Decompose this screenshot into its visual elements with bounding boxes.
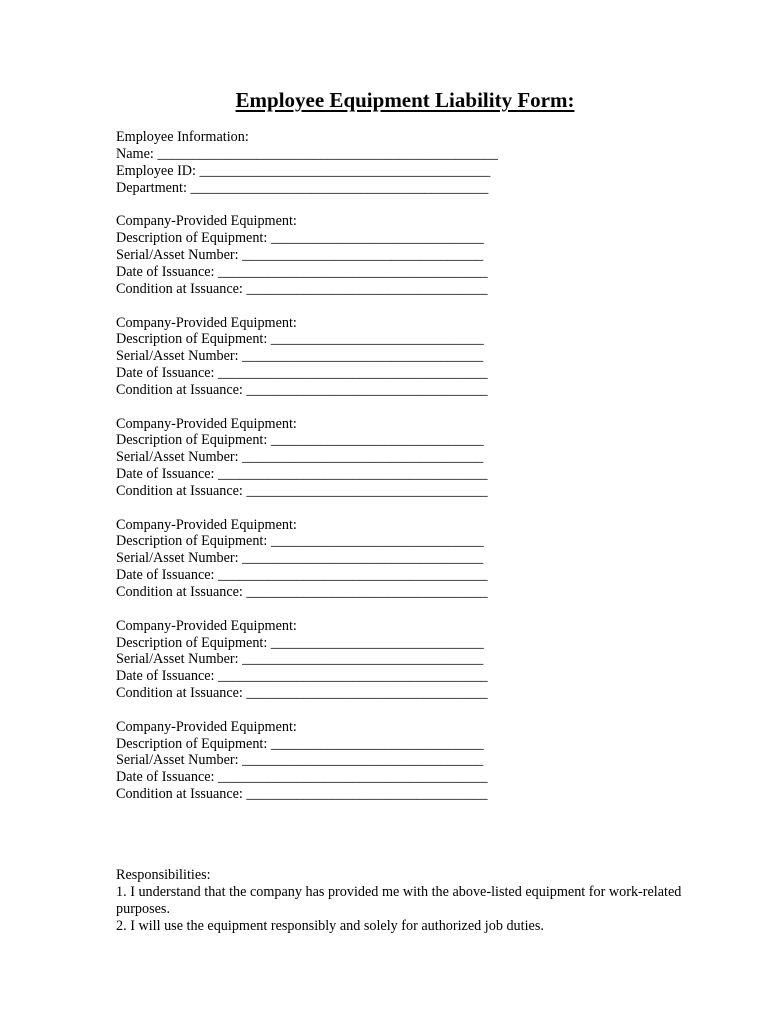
employee-information-heading: Employee Information: xyxy=(116,129,249,145)
date-of-issuance-field: Date of Issuance: ______________________________________ xyxy=(116,466,488,483)
condition-field: Condition at Issuance: __________________________________ xyxy=(116,382,488,399)
department-field: Department: __________________________________________ xyxy=(116,179,489,196)
equipment-block-3 xyxy=(116,416,696,500)
description-field: Description of Equipment: ______________________________ xyxy=(116,533,484,550)
employee-id-field: Employee ID: _________________________________________ xyxy=(116,162,491,179)
condition-field: Condition at Issuance: __________________________________ xyxy=(116,483,488,500)
equipment-block-4 xyxy=(116,517,696,601)
description-field: Description of Equipment: ______________________________ xyxy=(116,634,484,651)
responsibilities-heading: Responsibilities: xyxy=(116,867,211,883)
date-of-issuance-field: Date of Issuance: ______________________________________ xyxy=(116,668,488,685)
equipment-block-1 xyxy=(116,213,696,297)
name-field: Name: ________________________________________________ xyxy=(116,145,498,162)
date-of-issuance-field: Date of Issuance: ______________________________________ xyxy=(116,365,488,382)
condition-field: Condition at Issuance: __________________________________ xyxy=(116,584,488,601)
serial-number-field: Serial/Asset Number: __________________________________ xyxy=(116,550,484,567)
equipment-heading: Company-Provided Equipment: xyxy=(116,213,297,230)
serial-number-field: Serial/Asset Number: __________________________________ xyxy=(116,449,484,466)
serial-number-field: Serial/Asset Number: __________________________________ xyxy=(116,247,484,264)
date-of-issuance-field: Date of Issuance: ______________________________________ xyxy=(116,769,488,786)
form-title: Employee Equipment Liability Form: xyxy=(235,88,575,112)
description-field: Description of Equipment: ______________________________ xyxy=(116,432,484,449)
equipment-block-5 xyxy=(116,618,696,702)
serial-number-field: Serial/Asset Number: __________________________________ xyxy=(116,752,484,769)
equipment-heading: Company-Provided Equipment: xyxy=(116,314,297,331)
condition-field: Condition at Issuance: __________________________________ xyxy=(116,786,488,803)
condition-field: Condition at Issuance: __________________________________ xyxy=(116,281,488,298)
responsibility-item-1: 1. I understand that the company has provided me with the above-listed equipment for work-related purposes. xyxy=(116,884,682,917)
equipment-heading: Company-Provided Equipment: xyxy=(116,516,297,533)
date-of-issuance-field: Date of Issuance: ______________________________________ xyxy=(116,567,488,584)
equipment-block-2 xyxy=(116,315,696,399)
equipment-heading: Company-Provided Equipment: xyxy=(116,617,297,634)
employee-information-section xyxy=(116,129,696,197)
responsibilities-section xyxy=(116,867,696,935)
description-field: Description of Equipment: ______________________________ xyxy=(116,331,484,348)
serial-number-field: Serial/Asset Number: __________________________________ xyxy=(116,348,484,365)
serial-number-field: Serial/Asset Number: __________________________________ xyxy=(116,651,484,668)
description-field: Description of Equipment: ______________________________ xyxy=(116,735,484,752)
date-of-issuance-field: Date of Issuance: ______________________________________ xyxy=(116,264,488,281)
description-field: Description of Equipment: ______________________________ xyxy=(116,230,484,247)
form-body xyxy=(116,129,696,820)
condition-field: Condition at Issuance: __________________________________ xyxy=(116,685,488,702)
equipment-heading: Company-Provided Equipment: xyxy=(116,718,297,735)
equipment-block-6 xyxy=(116,719,696,803)
responsibility-item-2: 2. I will use the equipment responsibly and solely for authorized job duties. xyxy=(116,918,544,934)
equipment-heading: Company-Provided Equipment: xyxy=(116,415,297,432)
